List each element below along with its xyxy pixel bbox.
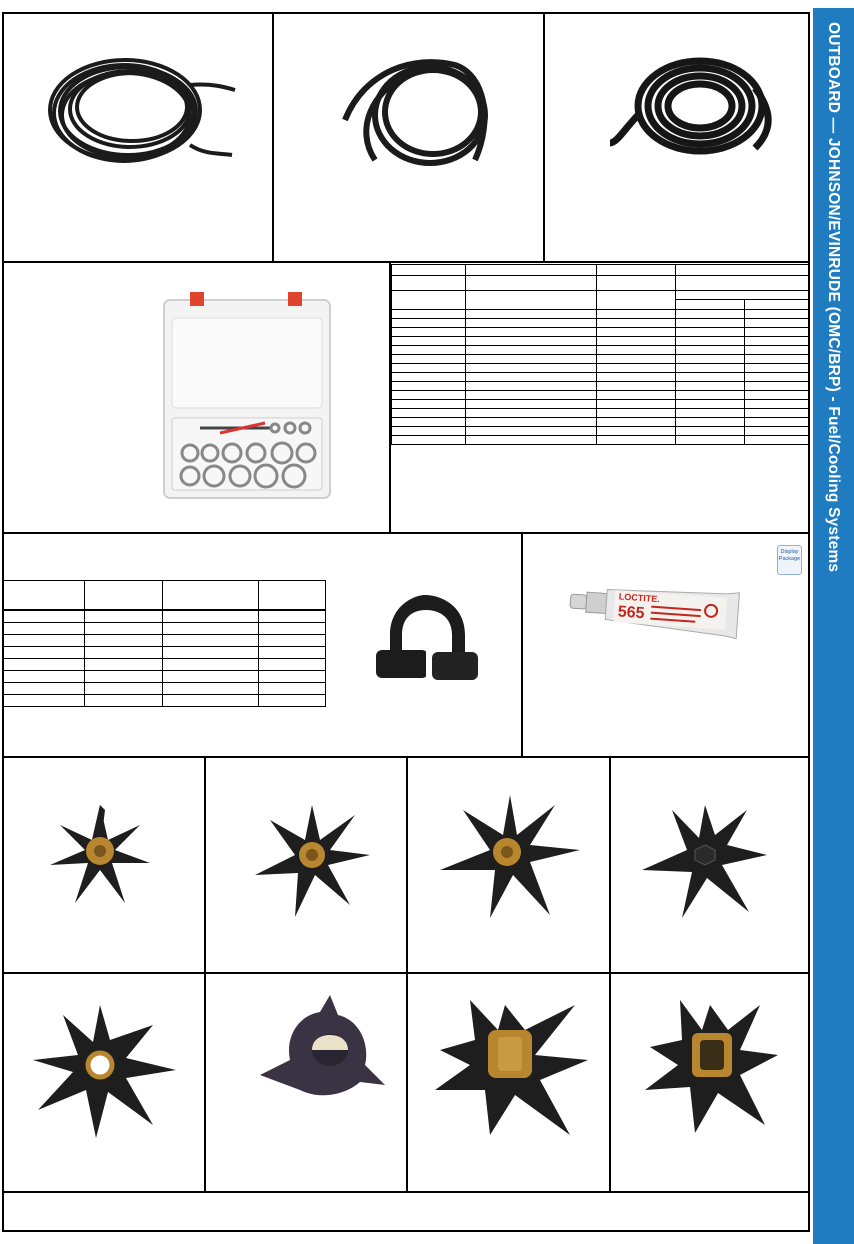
table-row [392, 337, 810, 346]
table-row [392, 355, 810, 364]
tube-number: 565 [617, 603, 646, 623]
impeller-icon [435, 790, 585, 925]
tube-brand: LOCTITE. [618, 591, 661, 605]
divider [543, 12, 545, 262]
table-row [392, 364, 810, 373]
divider [521, 532, 523, 757]
table-row [4, 610, 326, 623]
divider [2, 261, 810, 263]
hose-coil-icon [40, 45, 240, 175]
divider [204, 756, 206, 1193]
divider [2, 532, 810, 534]
hose-coil-icon [335, 50, 505, 175]
impeller-icon [640, 995, 780, 1135]
table-row [392, 265, 810, 276]
table-row [4, 581, 326, 611]
table-row [392, 409, 810, 418]
table-row [392, 319, 810, 328]
table-row [392, 328, 810, 337]
table-row [392, 382, 810, 391]
clamp-kit-case-icon [160, 288, 335, 503]
impeller-icon [240, 795, 380, 925]
table-row [4, 623, 326, 635]
table-row [392, 346, 810, 355]
table-row [392, 400, 810, 409]
table-row [4, 695, 326, 707]
table-row [4, 683, 326, 695]
table-row [392, 436, 810, 445]
table-row [392, 310, 810, 319]
table-row [4, 671, 326, 683]
table-row [4, 647, 326, 659]
display-package-badge [777, 545, 802, 575]
table-row [392, 373, 810, 382]
divider [609, 756, 611, 1193]
spec-table [391, 264, 810, 445]
table-row [392, 391, 810, 400]
table-row [392, 291, 810, 300]
clip-table [3, 580, 326, 707]
impeller-icon [430, 995, 590, 1140]
hose-coil-icon [605, 48, 785, 168]
table-row [4, 659, 326, 671]
hose-clip-icon [360, 590, 490, 700]
table-row [4, 635, 326, 647]
impeller-icon [28, 1000, 178, 1140]
side-banner-title: OUTBOARD — JOHNSON/EVINRUDE (OMC/BRP) - Fuel/Cooling Systems [825, 22, 842, 573]
impeller-icon [250, 990, 390, 1110]
badge-line: Package [778, 556, 801, 562]
badge-line: Display [780, 549, 799, 555]
side-banner [813, 8, 854, 1244]
table-row [392, 276, 810, 291]
divider [272, 12, 274, 262]
impeller-icon [30, 785, 170, 915]
sealant-tube-icon [566, 575, 746, 645]
divider [406, 756, 408, 1193]
table-row [392, 427, 810, 436]
table-row [392, 418, 810, 427]
impeller-icon [637, 800, 772, 925]
